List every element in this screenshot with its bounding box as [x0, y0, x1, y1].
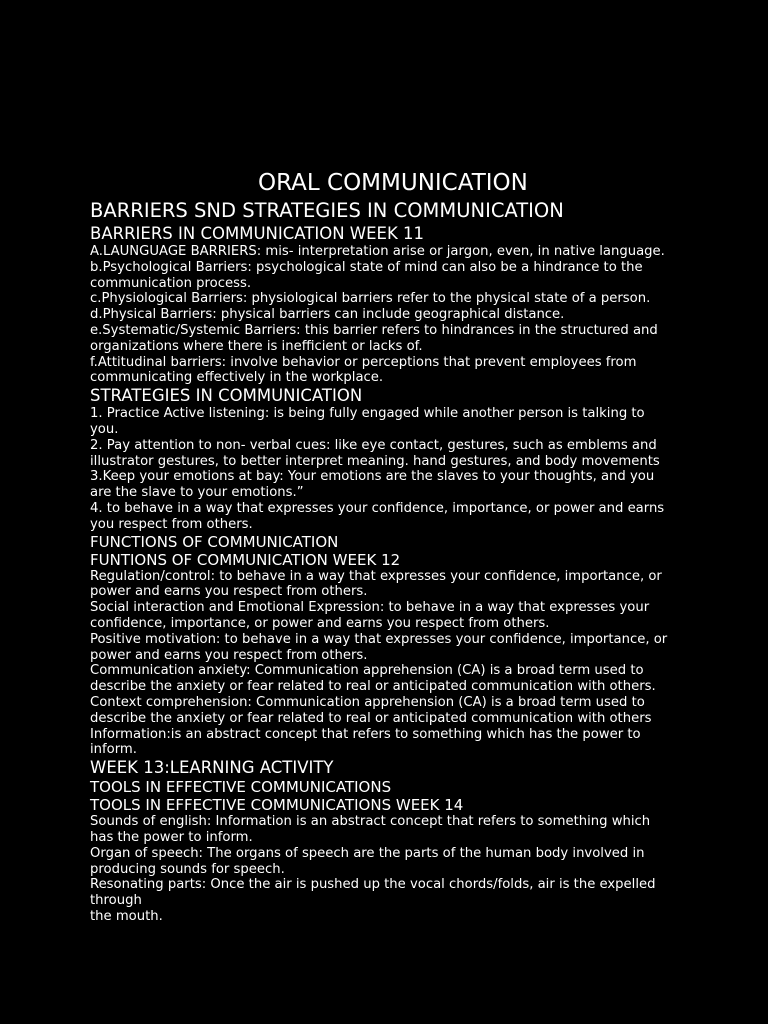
- heading-strategies: STRATEGIES IN COMMUNICATION: [90, 386, 363, 406]
- heading-tools-week: TOOLS IN EFFECTIVE COMMUNICATIONS WEEK 14: [90, 796, 464, 815]
- heading-functions: FUNCTIONS OF COMMUNICATION: [90, 532, 339, 551]
- document-content: [90, 168, 690, 925]
- barrier-physical: d.Physical Barriers: physical barriers can include geographical distance.: [90, 307, 565, 323]
- strategy-emotions: 3.Keep your emotions at bay: Your emotions are the slaves to your thoughts, and you are the slave to your emotions.”: [90, 469, 655, 501]
- strategy-confidence: 4. to behave in a way that expresses your confidence, importance, or power and earns you respect from others.: [90, 500, 665, 532]
- tool-sounds-of-english: Sounds of english: Information is an abstract concept that refers to something which has the power to inform.: [90, 814, 651, 845]
- barrier-language: A.LAUNGUAGE BARRIERS: mis- interpretation arise or jargon, even, in native language.: [90, 244, 665, 259]
- heading-barriers-strategies: BARRIERS SND STRATEGIES IN COMMUNICATION: [90, 199, 564, 222]
- function-positive-motivation: Positive motivation: to behave in a way that expresses your confidence, importance, or power and earns you respect from others.: [90, 631, 668, 663]
- function-information: Information:is an abstract concept that refers to something which has the power to inform.: [90, 726, 641, 758]
- function-social-interaction: Social interaction and Emotional Expression: to behave in a way that expresses your confidence, importance, or power and earns you respect from others.: [90, 600, 650, 631]
- function-regulation: Regulation/control: to behave in a way that expresses your confidence, importance, or power and earns you respect from others.: [90, 568, 662, 600]
- strategy-nonverbal-cues: 2. Pay attention to non- verbal cues: like eye contact, gestures, such as emblems and illustrator gestures, to better interpret meaning. hand gestures, and body movements: [90, 437, 660, 469]
- heading-barriers-week: BARRIERS IN COMMUNICATION WEEK 11: [90, 224, 425, 243]
- heading-tools: TOOLS IN EFFECTIVE COMMUNICATIONS: [90, 778, 392, 797]
- barrier-attitudinal: f.Attitudinal barriers: involve behavior or perceptions that prevent employees from communicating effectively in the workplace.: [90, 354, 637, 386]
- barrier-psychological: b.Psychological Barriers: psychological state of mind can also be a hindrance to the communication process.: [90, 259, 643, 291]
- heading-week13: WEEK 13:LEARNING ACTIVITY: [90, 758, 334, 778]
- strategy-active-listening: 1. Practice Active listening: is being fully engaged while another person is talking to you.: [90, 406, 645, 437]
- barrier-physiological: c.Physiological Barriers: physiological barriers refer to the physical state of a person.: [90, 291, 651, 307]
- document-title: ORAL COMMUNICATION: [258, 170, 528, 196]
- tool-organ-of-speech: Organ of speech: The organs of speech are the parts of the human body involved in producing sounds for speech.: [90, 845, 645, 877]
- function-context-comprehension: Context comprehension: Communication apprehension (CA) is a broad term used to describe the anxiety or fear related to real or anticipated communication with others: [90, 694, 652, 726]
- tool-resonating-parts: Resonating parts: Once the air is pushed up the vocal chords/folds, air is the expelled through the mouth.: [90, 877, 656, 924]
- function-communication-anxiety: Communication anxiety: Communication apprehension (CA) is a broad term used to describe the anxiety or fear related to real or anticipated communication with others.: [90, 663, 656, 695]
- barrier-systematic: e.Systematic/Systemic Barriers: this barrier refers to hindrances in the structured and organizations where there is inefficient or lacks of.: [90, 322, 658, 354]
- heading-functions-week: FUNTIONS OF COMMUNICATION WEEK 12: [90, 550, 401, 569]
